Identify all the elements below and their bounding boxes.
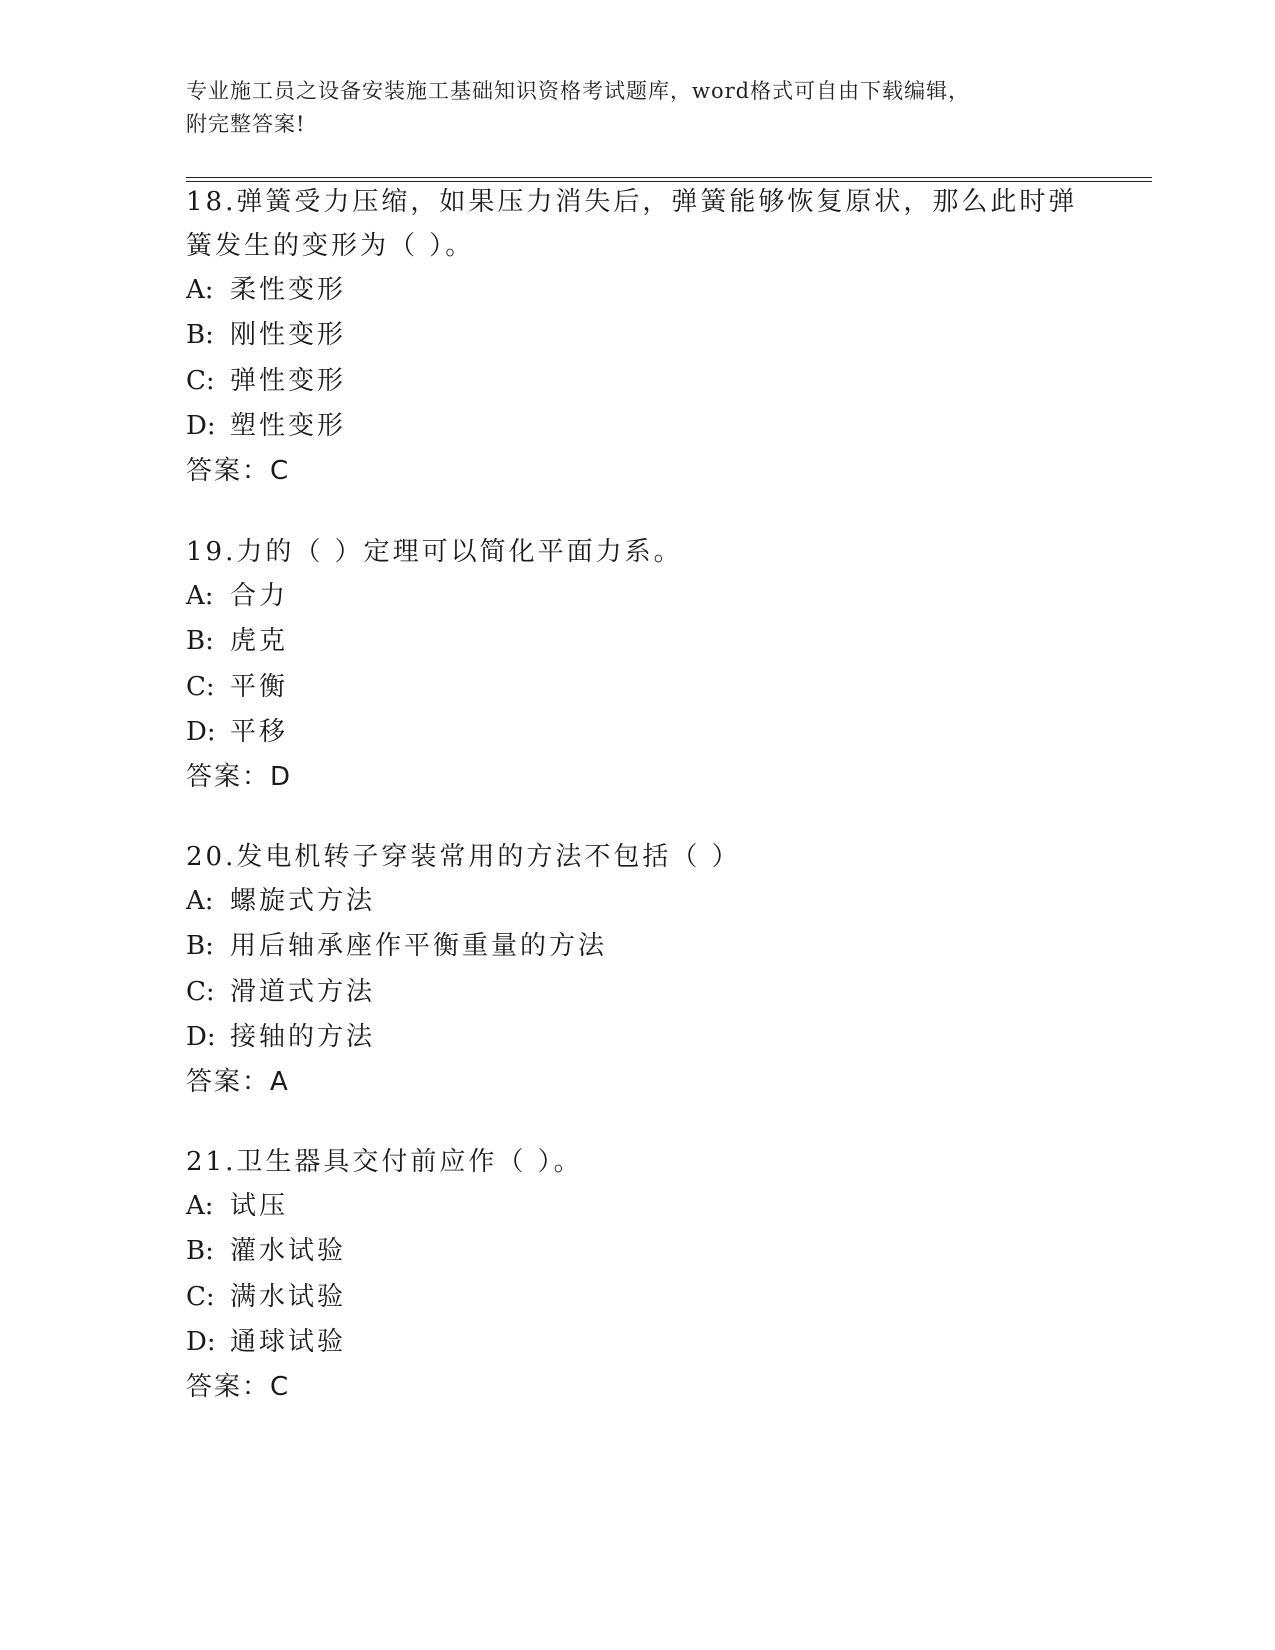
option-letter: A: bbox=[186, 886, 214, 916]
option-d bbox=[186, 404, 1086, 449]
option-text: 滑道式方法 bbox=[230, 976, 376, 1007]
option-letter: B: bbox=[186, 931, 214, 962]
option-text: 灌水试验 bbox=[230, 1236, 347, 1267]
question-18 bbox=[186, 180, 1086, 494]
option-letter: C: bbox=[186, 365, 215, 396]
option-text: 试压 bbox=[230, 1191, 289, 1221]
option-b bbox=[186, 1229, 1086, 1274]
option-a bbox=[186, 879, 1086, 924]
header-line-1: 专业施工员之设备安装施工基础知识资格考试题库，word格式可自由下载编辑， bbox=[186, 79, 971, 103]
answer-line: 答案：A bbox=[186, 1067, 290, 1098]
option-a bbox=[186, 574, 1086, 619]
question-text: 21.卫生器具交付前应作（ ）。 bbox=[186, 1147, 583, 1177]
question-text: 18.弹簧受力压缩，如果压力消失后，弹簧能够恢复原状，那么此时弹 bbox=[186, 187, 1078, 217]
option-text: 平衡 bbox=[230, 671, 289, 702]
option-text: 用后轴承座作平衡重量的方法 bbox=[230, 931, 608, 962]
option-text: 合力 bbox=[230, 581, 289, 611]
option-text: 通球试验 bbox=[230, 1326, 347, 1357]
option-letter: A: bbox=[186, 581, 214, 611]
option-letter: C: bbox=[186, 976, 215, 1007]
answer-line: 答案：C bbox=[186, 456, 291, 487]
option-letter: B: bbox=[186, 626, 214, 657]
question-20 bbox=[186, 835, 1086, 1105]
option-letter: D: bbox=[186, 1021, 216, 1052]
option-text: 弹性变形 bbox=[230, 365, 347, 396]
option-letter: D: bbox=[186, 716, 216, 747]
option-letter: A: bbox=[186, 1191, 214, 1221]
answer-line: 答案：D bbox=[186, 762, 293, 793]
option-a bbox=[186, 268, 1086, 313]
option-b bbox=[186, 619, 1086, 664]
document-header bbox=[186, 75, 1086, 141]
header-line-2: 附完整答案! bbox=[186, 112, 306, 136]
option-d bbox=[186, 1015, 1086, 1060]
option-b bbox=[186, 313, 1086, 358]
option-c bbox=[186, 970, 1086, 1015]
option-letter: D: bbox=[186, 410, 216, 441]
question-text: 19.力的（ ）定理可以简化平面力系。 bbox=[186, 537, 683, 567]
option-text: 柔性变形 bbox=[230, 275, 347, 305]
option-d bbox=[186, 1320, 1086, 1365]
question-21 bbox=[186, 1140, 1086, 1410]
option-text: 刚性变形 bbox=[230, 320, 347, 351]
option-text: 满水试验 bbox=[230, 1281, 347, 1312]
option-letter: D: bbox=[186, 1326, 216, 1357]
answer-line: 答案：C bbox=[186, 1372, 291, 1403]
option-text: 虎克 bbox=[230, 626, 289, 657]
option-letter: C: bbox=[186, 1281, 215, 1312]
option-c bbox=[186, 665, 1086, 710]
option-letter: A: bbox=[186, 275, 214, 305]
option-text: 螺旋式方法 bbox=[230, 886, 376, 916]
question-text: 20.发电机转子穿装常用的方法不包括（ ） bbox=[186, 842, 741, 872]
option-b bbox=[186, 924, 1086, 969]
option-text: 平移 bbox=[230, 716, 289, 747]
option-text: 接轴的方法 bbox=[230, 1021, 376, 1052]
option-letter: B: bbox=[186, 1236, 214, 1267]
option-d bbox=[186, 710, 1086, 755]
question-text-continued: 簧发生的变形为（ ）。 bbox=[186, 231, 475, 261]
option-a bbox=[186, 1184, 1086, 1229]
option-letter: B: bbox=[186, 320, 214, 351]
option-c bbox=[186, 1275, 1086, 1320]
question-19 bbox=[186, 530, 1086, 800]
option-c bbox=[186, 359, 1086, 404]
option-text: 塑性变形 bbox=[230, 410, 347, 441]
option-letter: C: bbox=[186, 671, 215, 702]
